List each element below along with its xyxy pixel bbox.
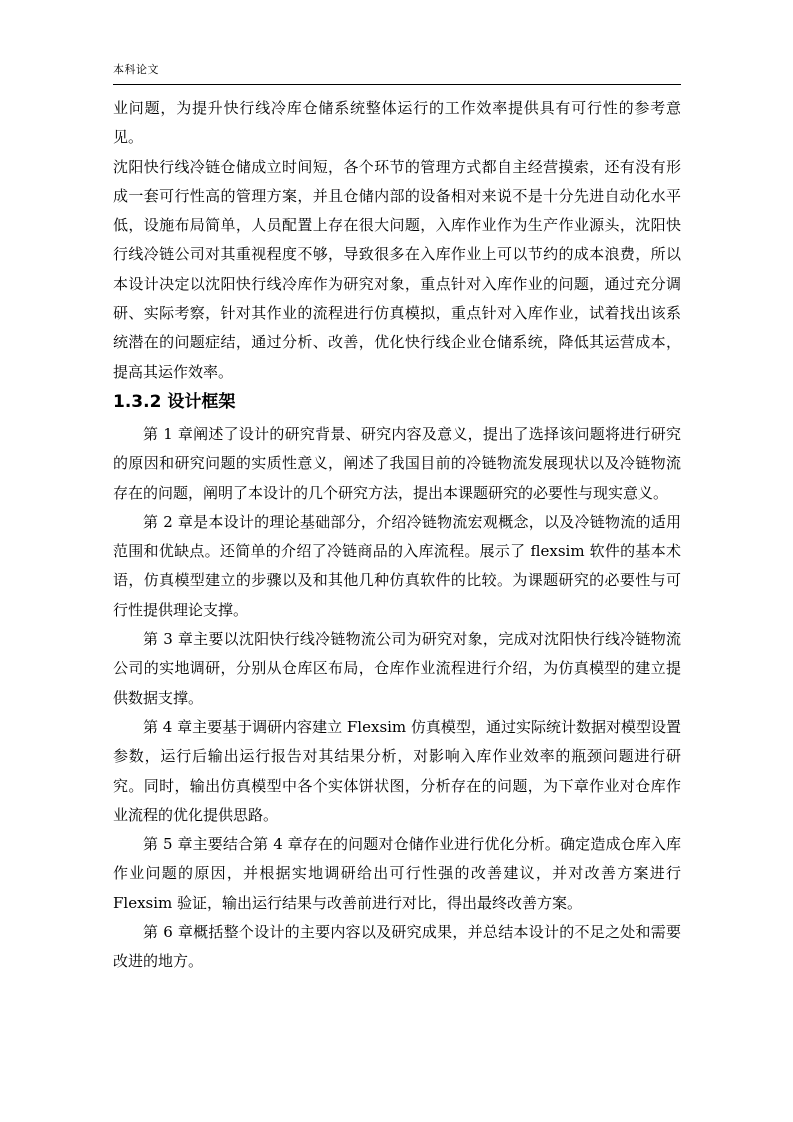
chapter-2-summary: 第 2 章是本设计的理论基础部分，介绍冷链物流宏观概念，以及冷链物流的适用范围和优缺点。还简单的介绍了冷链商品的入库流程。展示了 flexsim 软件的基本术语，仿真模型建立的步骤以及和其他几种仿真软件的比较。为课题研究的必要性与可行性提供理论支撑。 (113, 512, 681, 619)
document-body (113, 94, 681, 977)
chapter-1-summary: 第 1 章阐述了设计的研究背景、研究内容及意义，提出了选择该问题将进行研究的原因和研究问题的实质性意义，阐述了我国目前的冷链物流发展现状以及冷链物流存在的问题，阐明了本设计的几个研究方法，提出本课题研究的必要性与现实意义。 (113, 424, 681, 502)
chapter-6-summary: 第 6 章概括整个设计的主要内容以及研究成果，并总结本设计的不足之处和需要改进的地方。 (113, 923, 681, 971)
page-header: 本科论文 (113, 63, 159, 76)
chapter-4-summary: 第 4 章主要基于调研内容建立 Flexsim 仿真模型，通过实际统计数据对模型设置参数，运行后输出运行报告对其结果分析，对影响入库作业效率的瓶颈问题进行研究。同时，输出仿真模型中各个实体饼状图，分析存在的问题，为下章作业对仓库作业流程的优化提供思路。 (113, 717, 681, 824)
chapter-3-summary: 第 3 章主要以沈阳快行线冷链物流公司为研究对象，完成对沈阳快行线冷链物流公司的实地调研，分别从仓库区布局，仓库作业流程进行介绍，为仿真模型的建立提供数据支撑。 (113, 630, 681, 707)
section-heading: 1.3.2 设计框架 (113, 391, 236, 412)
background-paragraph: 沈阳快行线冷链仓储成立时间短，各个环节的管理方式都自主经营摸索，还有没有形成一套可行性高的管理方案，并且仓储内部的设备相对来说不是十分先进自动化水平低，设施布局简单，人员配置上存在很大问题，入库作业作为生产作业源头，沈阳快行线冷链公司对其重视程度不够，导致很多在入库作业上可以节约的成本浪费，所以本设计决定以沈阳快行线冷库作为研究对象，重点针对入库作业的问题，通过充分调研、实际考察，针对其作业的流程进行仿真模拟，重点针对入库作业，试着找出该系统潜在的问题症结，通过分析、改善，优化快行线企业仓储系统，降低其运营成本，提高其运作效率。 (113, 157, 681, 381)
intro-paragraph: 业问题，为提升快行线冷库仓储系统整体运行的工作效率提供具有可行性的参考意见。 (113, 99, 681, 147)
header-divider (113, 84, 681, 85)
chapter-5-summary: 第 5 章主要结合第 4 章存在的问题对仓储作业进行优化分析。确定造成仓库入库作业问题的原因，并根据实地调研给出可行性强的改善建议，并对改善方案进行 Flexsim 验证，输出运行结果与改善前进行对比，得出最终改善方案。 (113, 835, 681, 912)
